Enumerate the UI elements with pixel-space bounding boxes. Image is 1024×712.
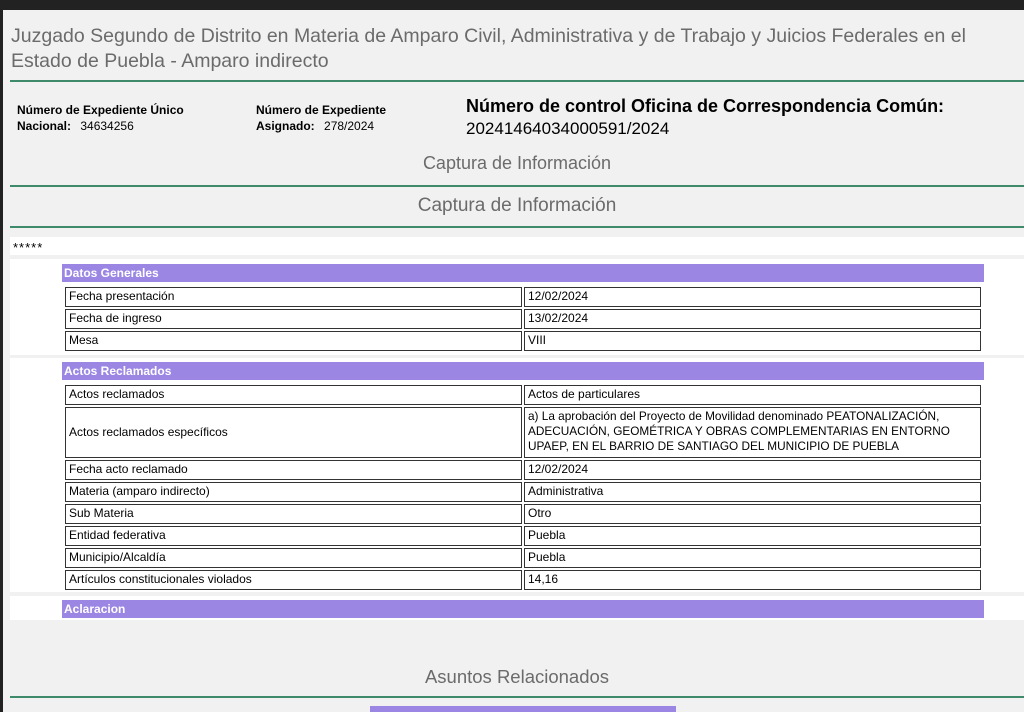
entidad-label: Entidad federativa <box>65 526 522 546</box>
actos-especificos-value: a) La aprobación del Proyecto de Movilidad denominado PEATONALIZACIÓN, ADECUACIÓN, GEOMÉTRICA Y OBRAS COMPLEMENTARIAS EN ENTORNO UPAEP, EN EL BARRIO DE SANTIAGO DEL MUNICIPIO DE PUEBLA <box>524 407 981 458</box>
section-heading-asuntos: Asuntos Relacionados <box>424 666 610 687</box>
fecha-presentacion-label: Fecha presentación <box>65 287 522 307</box>
captura-divider-top <box>10 185 1024 187</box>
expediente-unico-value: 34634256 <box>80 119 134 133</box>
municipio-label: Municipio/Alcaldía <box>65 548 522 568</box>
captura-divider-bottom <box>10 226 1024 228</box>
control-number-label: Número de control Oficina de Correspondencia Común: <box>466 96 945 116</box>
expediente-unico-line <box>17 118 184 134</box>
articulos-label: Artículos constitucionales violados <box>65 570 522 590</box>
municipio-value: Puebla <box>524 548 981 568</box>
datos-generales-header: Datos Generales <box>62 264 984 282</box>
expediente-unico <box>17 102 184 134</box>
fecha-ingreso-value: 13/02/2024 <box>524 309 981 329</box>
control-number-value: 20241464034000591/2024 <box>466 119 670 138</box>
expediente-unico-label-2: Nacional: <box>17 119 72 133</box>
section-heading-captura-2: Captura de Información <box>417 195 617 216</box>
court-title: Juzgado Segundo de Distrito en Materia de Amparo Civil, Administrativa y de Trabajo y Juicios Federales en el Estado de Puebla - Amparo indirecto <box>11 25 966 72</box>
expediente-asignado-label: Número de Expediente <box>256 103 387 117</box>
mesa-label: Mesa <box>65 331 522 351</box>
fecha-presentacion-value: 12/02/2024 <box>524 287 981 307</box>
sub-materia-value: Otro <box>524 504 981 524</box>
expediente-asignado-line <box>256 118 386 134</box>
materia-label: Materia (amparo indirecto) <box>65 482 522 502</box>
entidad-value: Puebla <box>524 526 981 546</box>
fecha-acto-value: 12/02/2024 <box>524 460 981 480</box>
window-top-border <box>0 0 1024 10</box>
expediente-asignado <box>256 102 386 134</box>
mesa-value: VIII <box>524 331 981 351</box>
expediente-asignado-value: 278/2024 <box>324 119 375 133</box>
fecha-acto-label: Fecha acto reclamado <box>65 460 522 480</box>
stars-band <box>10 237 1024 255</box>
actos-especificos-label: Actos reclamados específicos <box>65 407 522 458</box>
fecha-ingreso-label: Fecha de ingreso <box>65 309 522 329</box>
articulos-value: 14,16 <box>524 570 981 590</box>
section-heading-captura: Captura de Información <box>422 153 612 173</box>
asuntos-divider <box>10 696 1024 698</box>
window-left-border <box>0 0 3 712</box>
expediente-asignado-label-2: Asignado: <box>256 119 315 133</box>
expediente-unico-label: Número de Expediente Único <box>17 103 184 117</box>
materia-value: Administrativa <box>524 482 981 502</box>
actos-reclamados-value: Actos de particulares <box>524 385 981 405</box>
asuntos-table-header <box>370 706 676 712</box>
sub-materia-label: Sub Materia <box>65 504 522 524</box>
masked-text: ***** <box>13 240 44 255</box>
actos-reclamados-label: Actos reclamados <box>65 385 522 405</box>
actos-reclamados-header: Actos Reclamados <box>62 362 984 380</box>
aclaracion-header: Aclaracion <box>62 600 984 618</box>
title-divider <box>10 80 1024 82</box>
